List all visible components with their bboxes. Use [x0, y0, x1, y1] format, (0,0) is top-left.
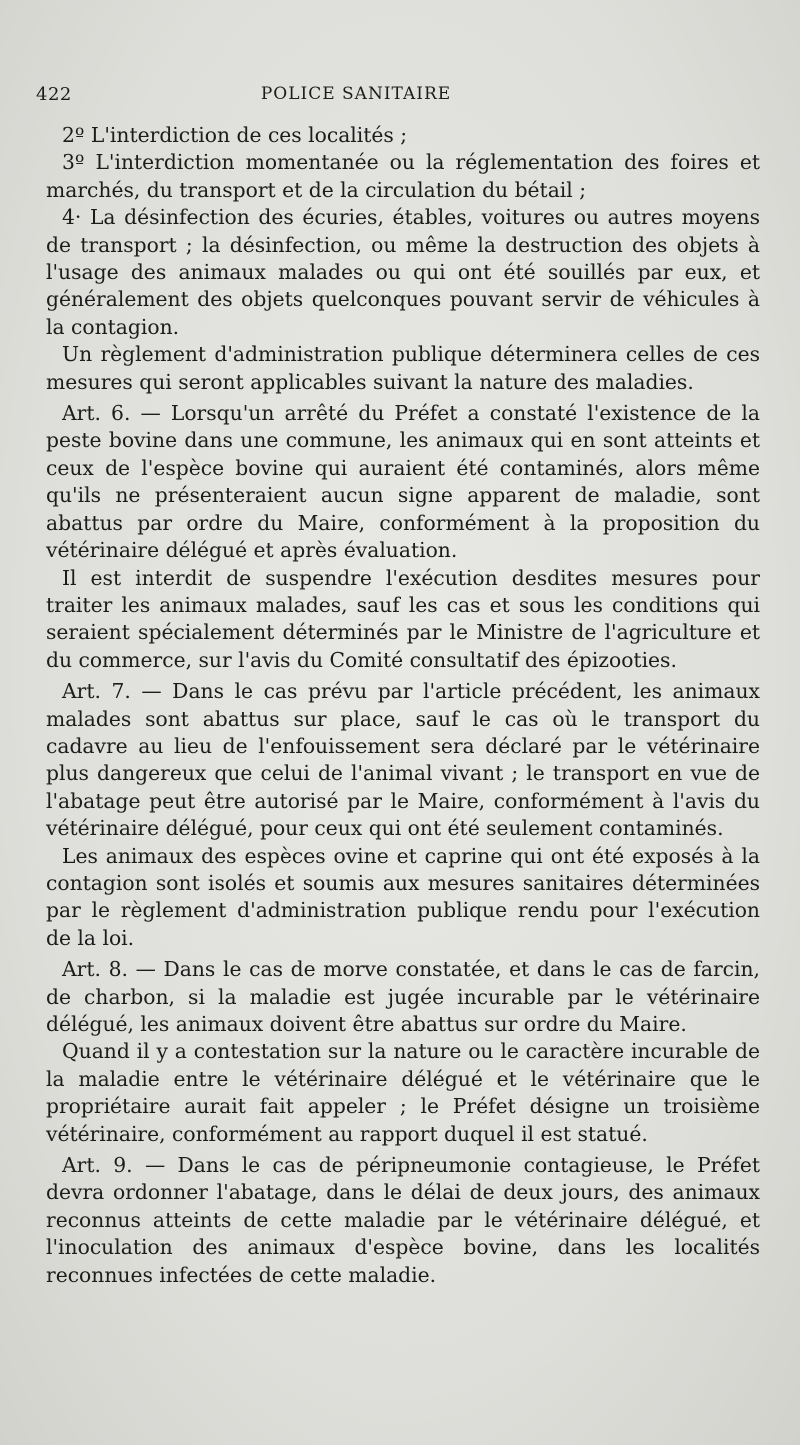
paragraph-item-3: 3º L'interdiction momentanée ou la réglementation des foires et marchés, du transport et de la circulation du bétail ; [46, 150, 760, 202]
paragraph-reglement: Un règlement d'administration publique déterminera celles de ces mesures qui seront applicables suivant la nature des maladies. [46, 342, 760, 394]
page-header [36, 84, 756, 110]
paragraph-item-4: 4· La désinfection des écuries, étables, voitures ou autres moyens de transport ; la désinfection, ou même la destruction des objets à l'usage des animaux malades ou qui ont été souillés par eux, et généralement des objets quelconques pouvant servir de véhicules à la contagion. [46, 205, 760, 339]
running-title: POLICE SANITAIRE [260, 84, 452, 104]
page-number: 422 [36, 84, 72, 105]
paragraph-art-6: Art. 6. — Lorsqu'un arrêté du Préfet a constaté l'existence de la peste bovine dans une commune, les animaux qui en sont atteints et ceux de l'espèce bovine qui auraient été contaminés, alors même qu'ils ne présenteraient aucun signe apparent de maladie, sont abattus par ordre du Maire, conformément à la proposition du vétérinaire délégué et après évaluation. [46, 401, 760, 563]
paragraph-item-2: 2º L'interdiction de ces localités ; [62, 123, 408, 147]
paragraph-art-6-suite: Il est interdit de suspendre l'exécution desdites mesures pour traiter les animaux malades, sauf les cas et sous les conditions qui seraient spécialement déterminés par le Ministre de l'agriculture et du commerce, sur l'avis du Comité consultatif des épizooties. [46, 565, 760, 672]
paragraph-art-8-suite: Quand il y a contestation sur la nature ou le caractère incurable de la maladie entre le vétérinaire délégué et le vétérinaire que le propriétaire aurait fait appeler ; le Préfet désigne un troisième vétérinaire, conformément au rapport duquel il est statué. [46, 1039, 760, 1146]
paragraph-art-7: Art. 7. — Dans le cas prévu par l'article précédent, les animaux malades sont abattus sur place, sauf le cas où le transport du cadavre au lieu de l'enfouissement sera déclaré par le vétérinaire plus dangereux que celui de l'animal vivant ; le transport en vue de l'abatage peut être autorisé par le Maire, conformément à l'avis du vétérinaire délégué, pour ceux qui ont été seulement contaminés. [46, 679, 760, 841]
paragraph-art-7-suite: Les animaux des espèces ovine et caprine qui ont été exposés à la contagion sont isolés et soumis aux mesures sanitaires déterminées par le règlement d'administration publique rendu pour l'exécution de la loi. [46, 843, 760, 950]
paragraph-art-9: Art. 9. — Dans le cas de péripneumonie contagieuse, le Préfet devra ordonner l'abatage, dans le délai de deux jours, des animaux reconnus atteints de cette maladie par le vétérinaire délégué, et l'inoculation des animaux d'espèce bovine, dans les localités reconnues infectées de cette maladie. [46, 1153, 760, 1287]
paragraph-art-8: Art. 8. — Dans le cas de morve constatée, et dans le cas de farcin, de charbon, si la maladie est jugée incurable par le vétérinaire délégué, les animaux doivent être abattus sur ordre du Maire. [46, 957, 760, 1036]
page-body [46, 122, 760, 1289]
